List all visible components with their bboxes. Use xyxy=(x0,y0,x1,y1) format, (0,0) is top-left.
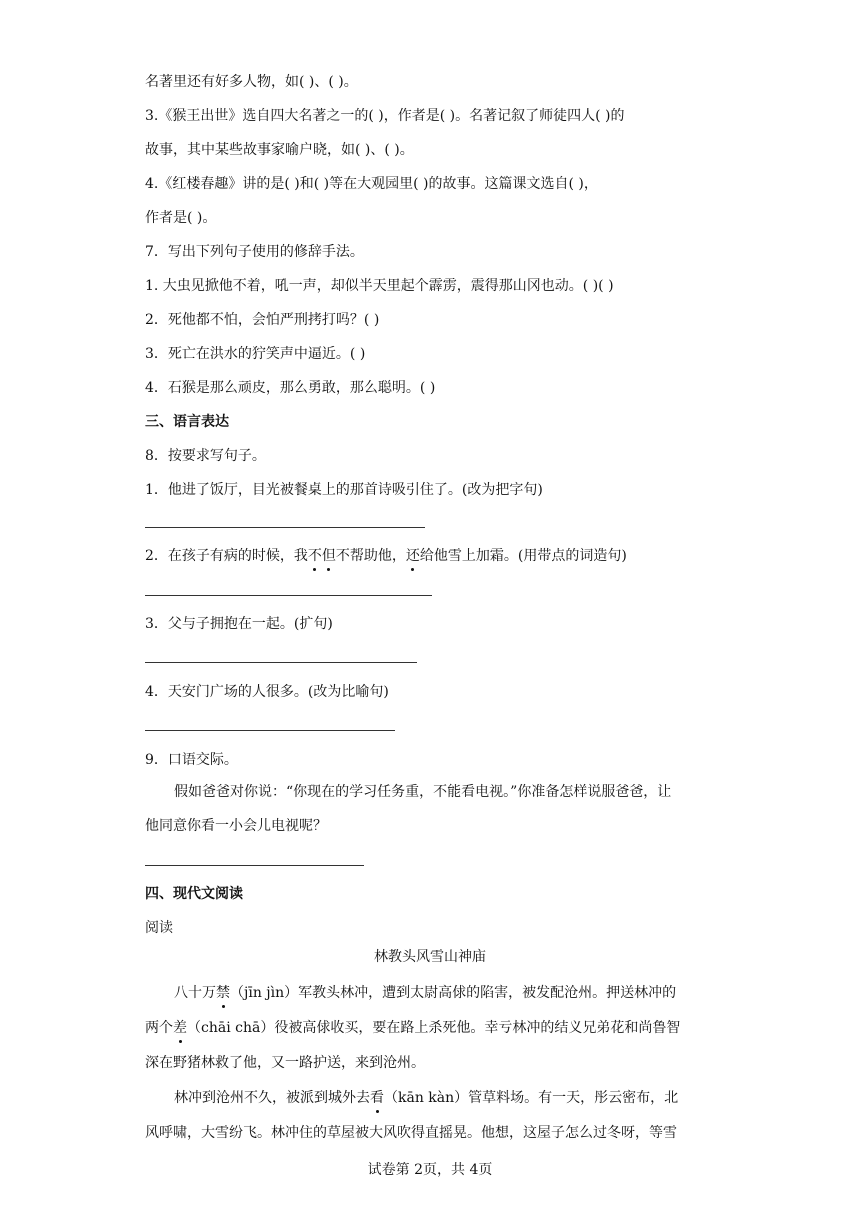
passage-title: 林教头风雪山神庙 xyxy=(374,949,486,965)
dotted-char: 禁 xyxy=(216,985,230,1001)
question-7-item: 3．死亡在洪水的狞笑声中逼近。( ) xyxy=(145,346,366,362)
question-9: 9．口语交际。 xyxy=(145,752,238,768)
paragraph-line xyxy=(145,1018,680,1038)
text-span: 2．在孩子有病的时候，我 xyxy=(145,548,308,564)
answer-line[interactable] xyxy=(145,595,432,596)
section-heading: 四、现代文阅读 xyxy=(145,886,243,902)
dotted-char: 还 xyxy=(405,548,420,564)
answer-line[interactable] xyxy=(145,865,364,866)
paragraph-line: 深在野猪林救了他，又一路护送，来到沧州。 xyxy=(145,1055,425,1071)
question-8-item: 4．天安门广场的人很多。(改为比喻句) xyxy=(145,684,389,700)
question-8-item: 3．父与子拥抱在一起。(扩句) xyxy=(145,616,333,632)
paragraph-line: 风呼啸，大雪纷飞。林冲住的草屋被大风吹得直摇晃。他想，这屋子怎么过冬呀，等雪 xyxy=(145,1125,677,1141)
reading-label: 阅读 xyxy=(145,920,173,936)
text-line: 4.《红楼春趣》讲的是( )和( )等在大观园里( )的故事。这篇课文选自( )， xyxy=(145,176,598,192)
text-span: 林冲到沧州不久，被派到城外去 xyxy=(174,1090,370,1106)
question-7: 7．写出下列句子使用的修辞手法。 xyxy=(145,244,364,260)
text-span: 不帮助他， xyxy=(335,548,406,564)
dotted-char: 不 xyxy=(307,548,322,564)
question-8: 8．按要求写句子。 xyxy=(145,448,266,464)
answer-line[interactable] xyxy=(145,662,417,663)
question-7-item: 1. 大虫见掀他不着，吼一声，却似半天里起个霹雳，震得那山冈也动。( )( ) xyxy=(145,278,614,294)
text-span: （kān kàn）管草料场。有一天，彤云密布，北 xyxy=(384,1090,679,1106)
question-8-item: 1．他进了饭厅，目光被餐桌上的那首诗吸引住了。(改为把字句) xyxy=(145,482,543,498)
text-span: （jīn jìn）军教头林冲，遭到太尉高俅的陷害，被发配沧州。押送林冲的 xyxy=(230,985,677,1001)
text-line: 3.《猴王出世》选自四大名著之一的( )，作者是( )。名著记叙了师徒四人( )的 xyxy=(145,108,625,124)
paragraph-line: 他同意你看一小会儿电视呢？ xyxy=(145,818,327,834)
section-heading: 三、语言表达 xyxy=(145,414,229,430)
question-7-item: 2．死他都不怕，会怕严刑拷打吗？( ) xyxy=(145,312,380,328)
paragraph-line: 假如爸爸对你说：“你现在的学习任务重，不能看电视。”你准备怎样说服爸爸，让 xyxy=(174,784,672,800)
answer-line[interactable] xyxy=(145,527,425,528)
dotted-char: 看 xyxy=(370,1090,384,1106)
text-span: 八十万 xyxy=(174,985,216,1001)
question-8-item xyxy=(145,546,627,566)
text-line: 名著里还有好多人物，如( )、( )。 xyxy=(145,74,358,90)
answer-line[interactable] xyxy=(145,730,395,731)
text-line: 故事，其中某些故事家喻户晓，如( )、( )。 xyxy=(145,142,414,158)
page-footer: 试卷第 2页，共 4页 xyxy=(367,1162,493,1178)
text-span: 给他雪上加霜。(用带点的词造句) xyxy=(419,548,627,564)
text-line: 作者是( )。 xyxy=(145,210,217,226)
paragraph-line xyxy=(174,983,676,1003)
dotted-char: 但 xyxy=(321,548,336,564)
text-span: 两个 xyxy=(145,1020,173,1036)
text-span: （chāi chā）役被高俅收买，要在路上杀死他。幸亏林冲的结义兄弟花和尚鲁智 xyxy=(187,1020,681,1036)
dotted-char: 差 xyxy=(173,1020,187,1036)
paragraph-line xyxy=(174,1088,678,1108)
question-7-item: 4．石猴是那么顽皮，那么勇敢，那么聪明。( ) xyxy=(145,380,436,396)
